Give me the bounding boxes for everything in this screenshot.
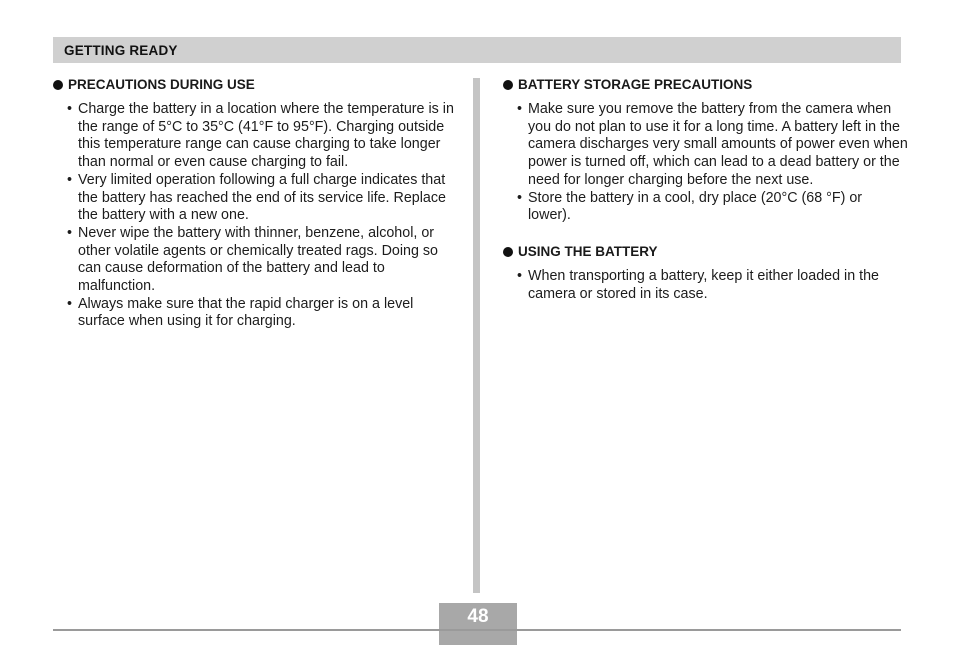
- column-divider: [473, 78, 480, 593]
- section-bullet-icon: [53, 80, 63, 90]
- using-battery-list: [503, 268, 908, 303]
- header-title: GETTING READY: [64, 43, 178, 58]
- page-number: 48: [467, 606, 489, 627]
- battery-storage-list: [503, 101, 908, 225]
- left-column: [53, 76, 458, 331]
- section-title-text: USING THE BATTERY: [518, 243, 658, 259]
- section-title-text: BATTERY STORAGE PRECAUTIONS: [518, 77, 753, 92]
- page-number-box: [439, 603, 517, 629]
- section-bullet-icon: [503, 80, 513, 90]
- list-item: • When transporting a battery, keep it either loaded in the camera or stored in its case.: [503, 268, 908, 303]
- list-item: • Store the battery in a cool, dry place (20°C (68 °F) or lower).: [503, 190, 908, 225]
- section-title-precautions: [53, 76, 458, 94]
- section-title-using-battery: [503, 243, 908, 261]
- page-number-box-lower: [439, 631, 517, 645]
- precautions-list: [53, 101, 458, 331]
- list-item: • Never wipe the battery with thinner, benzene, alcohol, or other volatile agents or chemically treated rags. Doing so can cause deformation of the battery and lead to malfunction.: [53, 225, 458, 296]
- list-item: • Very limited operation following a full charge indicates that the battery has reached the end of its service life. Replace the battery with a new one.: [53, 172, 458, 225]
- right-column: [503, 76, 908, 303]
- section-title-battery-storage: [503, 76, 908, 94]
- list-item: • Charge the battery in a location where the temperature is in the range of 5°C to 35°C (41°F to 95°F). Charging outside this temperature range can cause charging to take longer than normal or even cause charging to fail.: [53, 101, 458, 172]
- section-bullet-icon: [503, 247, 513, 257]
- list-item: • Make sure you remove the battery from the camera when you do not plan to use it for a long time. A battery left in the camera discharges very small amounts of power even when power is turned off, which can lead to a dead battery or the need for longer charging before the next use.: [503, 101, 908, 190]
- list-item: • Always make sure that the rapid charger is on a level surface when using it for charging.: [53, 296, 458, 331]
- section-title-text: PRECAUTIONS DURING USE: [68, 77, 255, 92]
- header-bar: [53, 37, 901, 63]
